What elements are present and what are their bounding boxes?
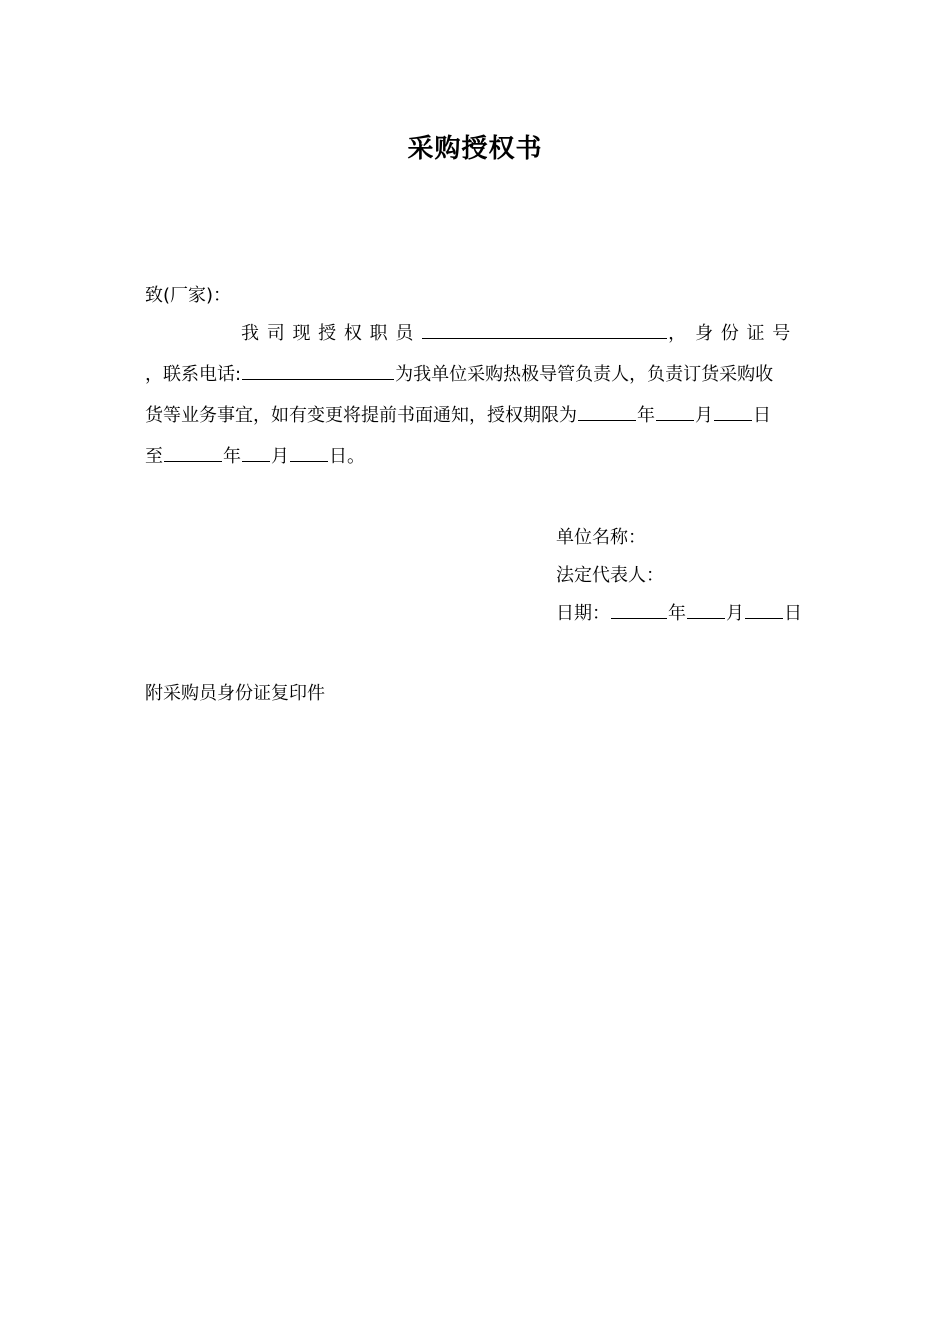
- end-year-blank[interactable]: [164, 443, 222, 462]
- body-line-1-suffix: ， 身 份 证 号: [668, 323, 791, 344]
- signature-date: [556, 600, 802, 627]
- start-month-label: 月: [695, 405, 713, 426]
- start-month-blank[interactable]: [656, 402, 694, 421]
- phone-blank[interactable]: [242, 361, 394, 380]
- body-line-4: [145, 443, 365, 470]
- end-month-blank[interactable]: [242, 443, 270, 462]
- sign-year-blank[interactable]: [611, 600, 667, 619]
- sign-month-label: 月: [726, 603, 744, 624]
- body-line-3: [145, 402, 771, 429]
- sign-year-label: 年: [668, 603, 686, 624]
- legal-rep-label: 法定代表人：: [556, 565, 664, 586]
- date-label: 日期：: [556, 603, 610, 624]
- start-day-label: 日: [753, 405, 771, 426]
- attachment-note: 附采购员身份证复印件: [145, 683, 325, 704]
- body-line-2: [145, 361, 773, 388]
- end-year-label: 年: [223, 446, 241, 467]
- body-line-3-prefix: 货等业务事宜，如有变更将提前书面通知，授权期限为: [145, 405, 577, 426]
- start-year-label: 年: [637, 405, 655, 426]
- body-line-1: [241, 320, 790, 347]
- end-month-label: 月: [271, 446, 289, 467]
- end-day-label: 日。: [329, 446, 365, 467]
- sign-day-label: 日: [784, 603, 802, 624]
- body-line-2-suffix: 为我单位采购热极导管负责人，负责订货采购收: [395, 364, 774, 385]
- body-line-4-prefix: 至: [145, 446, 163, 467]
- sign-day-blank[interactable]: [745, 600, 783, 619]
- employee-name-blank[interactable]: [422, 320, 667, 339]
- end-day-blank[interactable]: [290, 443, 328, 462]
- body-line-2-prefix: ，联系电话:: [145, 364, 242, 385]
- document-title: 采购授权书: [407, 134, 543, 164]
- sign-month-blank[interactable]: [687, 600, 725, 619]
- company-name-label: 单位名称：: [556, 527, 646, 548]
- start-day-blank[interactable]: [714, 402, 752, 421]
- start-year-blank[interactable]: [578, 402, 636, 421]
- salutation: 致(厂家)：: [145, 285, 232, 306]
- body-line-1-prefix: 我 司 现 授 权 职 员: [241, 323, 414, 344]
